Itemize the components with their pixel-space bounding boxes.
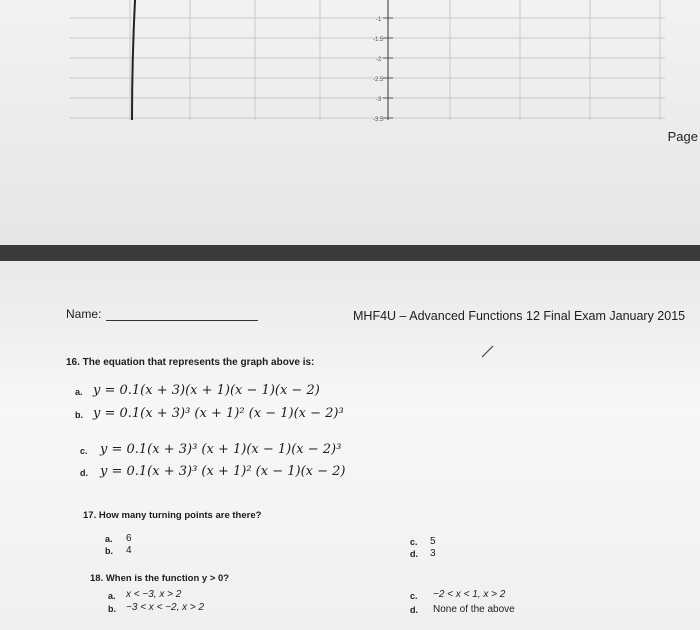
q17-option-letter: b. [105, 546, 113, 556]
exam-title: MHF4U – Advanced Functions 12 Final Exam January 2015 [353, 309, 686, 323]
page-gap [0, 245, 700, 261]
q18-option-text: x < −3, x > 2 [126, 589, 182, 600]
name-label: Name: [66, 307, 102, 321]
y-tick-label: -1.5 [373, 37, 384, 43]
question-16-prompt: 16. The equation that represents the graph above is: [66, 357, 315, 368]
q16-option-letter: d. [80, 468, 88, 478]
q16-option-letter: a. [75, 387, 83, 397]
y-tick-label: -3 [376, 97, 382, 103]
q17-option-letter: d. [410, 549, 418, 559]
q16-option-letter: c. [80, 446, 88, 456]
question-17-prompt: 17. How many turning points are there? [83, 510, 262, 521]
q18-option-letter: b. [108, 604, 116, 614]
q18-option-text: None of the above [433, 604, 515, 615]
exam-page [0, 261, 700, 630]
y-tick-label: -3.5 [373, 117, 384, 123]
question-18-prompt: 18. When is the function y > 0? [90, 573, 230, 584]
q18-option-letter: a. [108, 591, 116, 601]
q17-option-text: 6 [126, 533, 132, 544]
q16-option-text: y = 0.1(x + 3)³ (x + 1)² (x − 1)(x − 2)³ [93, 406, 344, 421]
y-tick-label: -1 [376, 17, 382, 23]
q18-option-text: −2 < x < 1, x > 2 [433, 589, 506, 600]
graph-grid [0, 0, 700, 245]
q16-option-text: y = 0.1(x + 3)³ (x + 1)² (x − 1)(x − 2) [100, 464, 346, 479]
q17-option-letter: a. [105, 534, 113, 544]
y-tick-label: -2.5 [373, 77, 384, 83]
q17-option-text: 3 [430, 548, 436, 559]
q17-option-text: 5 [430, 536, 436, 547]
previous-page [0, 0, 700, 245]
page-label: Page [667, 129, 698, 144]
pencil-mark [478, 341, 498, 361]
name-line [106, 320, 258, 321]
q16-option-text: y = 0.1(x + 3)³ (x + 1)(x − 1)(x − 2)³ [100, 442, 342, 457]
q16-option-letter: b. [75, 410, 83, 420]
q17-option-letter: c. [410, 537, 418, 547]
q18-option-text: −3 < x < −2, x > 2 [126, 602, 205, 613]
y-tick-label: -2 [376, 57, 382, 63]
q16-option-text: y = 0.1(x + 3)(x + 1)(x − 1)(x − 2) [93, 383, 320, 398]
q18-option-letter: d. [410, 605, 418, 615]
q17-option-text: 4 [126, 545, 132, 556]
q18-option-letter: c. [410, 591, 418, 601]
